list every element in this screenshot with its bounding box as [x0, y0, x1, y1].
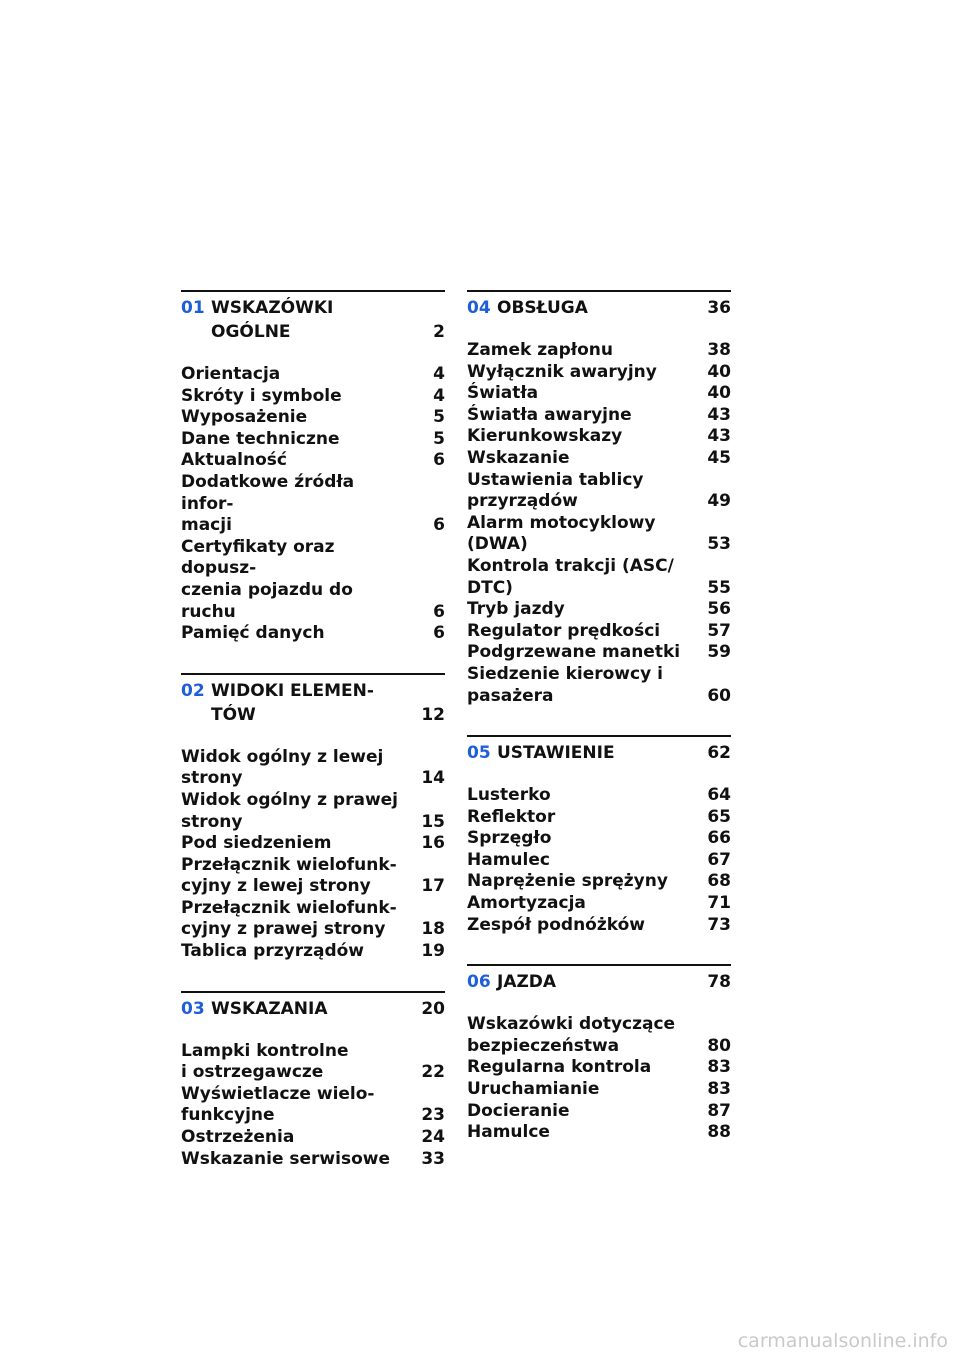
toc-entry-label [467, 828, 695, 850]
toc-entry[interactable] [181, 1149, 445, 1171]
toc-entry-line: i ostrzegawcze [181, 1062, 324, 1083]
toc-entry-line: Sprzęgło [467, 828, 552, 849]
toc-entry-line: Ostrzeżenia [181, 1127, 295, 1148]
toc-entry-line: Zespół podnóżków [467, 914, 645, 935]
toc-entry-line: Uruchamianie [467, 1079, 600, 1100]
toc-entry-page: 5 [433, 428, 445, 449]
toc-entry-label [467, 405, 695, 427]
toc-entry-page: 17 [421, 876, 445, 897]
toc-entry-line: Przełącznik wielofunk- [181, 897, 397, 918]
toc-entry[interactable] [181, 386, 445, 408]
toc-section [467, 735, 731, 936]
section-heading[interactable] [181, 296, 445, 344]
toc-entry-page: 68 [707, 871, 731, 892]
section-heading[interactable] [181, 679, 445, 727]
toc-entry-label [467, 470, 695, 513]
toc-entry-label [181, 1041, 409, 1084]
toc-entry-label [181, 833, 409, 855]
toc-entry-line: Dane techniczne [181, 428, 340, 449]
toc-entry-line: Kierunkowskazy [467, 426, 623, 447]
toc-entry-label [467, 1079, 695, 1101]
section-number: 03 [181, 998, 205, 1019]
toc-entry[interactable] [467, 1057, 731, 1079]
toc-entry-page: 23 [421, 1105, 445, 1126]
toc-entry[interactable] [467, 621, 731, 643]
toc-entry-label [181, 472, 409, 537]
toc-entry[interactable] [467, 448, 731, 470]
section-page-number: 20 [421, 998, 445, 1019]
toc-entry-line: Certyfikaty oraz dopusz- [181, 536, 335, 579]
section-page-number: 12 [421, 704, 445, 725]
toc-entry[interactable] [181, 472, 445, 537]
toc-entry[interactable] [467, 599, 731, 621]
toc-entry-label [181, 1127, 409, 1149]
toc-entry-page: 65 [707, 806, 731, 827]
toc-entry-label [181, 790, 409, 833]
toc-entry-page: 67 [707, 849, 731, 870]
toc-entry-line: Tryb jazdy [467, 599, 565, 620]
section-number: 05 [467, 743, 491, 764]
toc-entry-label [467, 1014, 695, 1057]
toc-entry-page: 6 [433, 623, 445, 644]
toc-entry[interactable] [467, 362, 731, 384]
toc-entry-page: 80 [707, 1035, 731, 1056]
toc-entry-page: 33 [421, 1148, 445, 1169]
toc-entry-label [467, 871, 695, 893]
section-title-line: TÓW [211, 704, 256, 725]
toc-entry-line: Tablica przyrządów [181, 941, 364, 962]
toc-entry-line: Hamulce [467, 1122, 550, 1143]
toc-entry-page: 45 [707, 447, 731, 468]
toc-entry-page: 6 [433, 515, 445, 536]
toc-entry[interactable] [467, 871, 731, 893]
toc-entry-page: 40 [707, 383, 731, 404]
toc-section [467, 964, 731, 1144]
toc-entry[interactable] [181, 364, 445, 386]
toc-entry-line: Dodatkowe źródła infor- [181, 471, 355, 514]
toc-entry[interactable] [467, 340, 731, 362]
section-heading[interactable] [467, 296, 731, 320]
toc-entry-line: Alarm motocyklowy [467, 512, 656, 533]
toc-entry-label [467, 850, 695, 872]
toc-entry-page: 16 [421, 833, 445, 854]
toc-entry-label [181, 450, 409, 472]
toc-entry-page: 19 [421, 941, 445, 962]
toc-entry[interactable] [181, 790, 445, 833]
section-title [211, 679, 417, 727]
toc-entry-line: Światła [467, 383, 539, 404]
toc-entry-page: 53 [707, 534, 731, 555]
toc-entry-line: Przełącznik wielofunk- [181, 854, 397, 875]
toc-entry-page: 66 [707, 828, 731, 849]
toc-entry-page: 57 [707, 620, 731, 641]
section-page-number: 36 [707, 298, 731, 318]
section-title [211, 296, 417, 344]
toc-entry[interactable] [181, 1127, 445, 1149]
section-number: 06 [467, 972, 491, 993]
toc-entry-line: cyjny z prawej strony [181, 919, 386, 940]
toc-entry-label [467, 340, 695, 362]
toc-entry-line: (DWA) [467, 534, 528, 555]
toc-entry[interactable] [467, 556, 731, 599]
toc-entry-label [181, 1084, 409, 1127]
toc-entry[interactable] [467, 915, 731, 937]
toc-section [181, 290, 445, 645]
toc-entry-page: 56 [707, 599, 731, 620]
section-title-line: USTAWIENIE [497, 743, 615, 764]
toc-entry[interactable] [467, 785, 731, 807]
toc-entry-line: Widok ogólny z lewej [181, 746, 384, 767]
toc-entry[interactable] [467, 513, 731, 556]
toc-entry-line: Regularna kontrola [467, 1057, 652, 1078]
toc-entry[interactable] [467, 426, 731, 448]
toc-entry-line: Lusterko [467, 785, 551, 806]
section-title-line: WSKAZANIA [211, 998, 328, 1019]
toc-entry-page: 4 [433, 364, 445, 384]
toc-entry-line: Pamięć danych [181, 623, 325, 644]
toc-entry-label [181, 407, 409, 429]
toc-entry-line: Widok ogólny z prawej [181, 789, 399, 810]
toc-entry-page: 88 [707, 1122, 731, 1143]
toc-entry-page: 24 [421, 1127, 445, 1148]
toc-entry-line: Docieranie [467, 1100, 570, 1121]
toc-entry[interactable] [467, 664, 731, 707]
section-heading[interactable] [467, 970, 731, 994]
toc-entry-label [467, 664, 695, 707]
toc-entry-line: DTC) [467, 577, 513, 598]
toc-entry[interactable] [181, 429, 445, 451]
section-number: 01 [181, 298, 205, 318]
section-title-line: WSKAZÓWKI [211, 298, 334, 318]
toc-entry-label [467, 426, 695, 448]
toc-entry-label [467, 448, 695, 470]
toc-entry[interactable] [181, 450, 445, 472]
toc-entry-line: Pod siedzeniem [181, 833, 332, 854]
toc-entry[interactable] [467, 850, 731, 872]
toc-entry[interactable] [467, 1122, 731, 1144]
toc-entry-line: Wyłącznik awaryjny [467, 361, 657, 382]
toc-entry-line: Wyposażenie [181, 407, 308, 428]
toc-entry[interactable] [181, 1041, 445, 1084]
toc-entry[interactable] [181, 407, 445, 429]
toc-entry-label [467, 785, 695, 807]
toc-entry[interactable] [181, 1084, 445, 1127]
section-title [497, 296, 703, 320]
toc-column-right [467, 290, 731, 1172]
toc-entry-line: Siedzenie kierowcy i [467, 663, 663, 684]
toc-entry-label [467, 642, 695, 664]
section-number: 02 [181, 680, 205, 701]
toc-entry-line: Orientacja [181, 364, 281, 384]
toc-entry-line: przyrządów [467, 491, 578, 512]
toc-entry-line: Ustawienia tablicy [467, 469, 644, 490]
toc-entry-page: 38 [707, 340, 731, 360]
watermark: carmanualsonline.info [737, 1330, 948, 1352]
toc-entry-line: Lampki kontrolne [181, 1040, 349, 1061]
toc-section [467, 290, 731, 707]
toc-entry-page: 83 [707, 1057, 731, 1078]
toc-entry-page: 87 [707, 1100, 731, 1121]
toc-entry[interactable] [467, 470, 731, 513]
toc-entry-line: Wskazówki dotyczące [467, 1014, 676, 1035]
section-heading[interactable] [181, 997, 445, 1021]
toc-entry[interactable] [181, 941, 445, 963]
toc-entry-page: 73 [707, 914, 731, 935]
section-title [211, 997, 417, 1021]
toc-entry-line: Skróty i symbole [181, 385, 342, 406]
toc-entry[interactable] [181, 747, 445, 790]
toc-entry-label [467, 807, 695, 829]
section-heading[interactable] [467, 741, 731, 765]
toc-entry-label [467, 621, 695, 643]
toc-entry-label [181, 855, 409, 898]
toc-entry[interactable] [467, 1079, 731, 1101]
toc-entry-line: Regulator prędkości [467, 620, 661, 641]
toc-entry-label [181, 747, 409, 790]
toc-entry-line: Reflektor [467, 806, 556, 827]
toc-entry[interactable] [467, 893, 731, 915]
toc-entry[interactable] [181, 537, 445, 623]
toc-entry-page: 15 [421, 811, 445, 832]
toc-entry-page: 64 [707, 785, 731, 806]
toc-column-left [181, 290, 445, 1198]
toc-entry-line: czenia pojazdu do ruchu [181, 579, 353, 622]
section-page-number: 62 [707, 743, 731, 764]
toc-entry[interactable] [181, 833, 445, 855]
toc-entry-line: Aktualność [181, 450, 287, 471]
toc-entry-page: 14 [421, 768, 445, 789]
toc-entry-page: 4 [433, 385, 445, 406]
toc-entry-label [467, 556, 695, 599]
toc-entry-line: Wyświetlacze wielo- [181, 1083, 375, 1104]
toc-entry[interactable] [181, 898, 445, 941]
toc-entry[interactable] [467, 383, 731, 405]
toc-entry-label [181, 429, 409, 451]
toc-entry-page: 43 [707, 426, 731, 447]
toc-entry-line: Światła awaryjne [467, 404, 632, 425]
toc-entry-page: 83 [707, 1079, 731, 1100]
toc-entry-page: 49 [707, 491, 731, 512]
toc-entry[interactable] [467, 405, 731, 427]
section-title-line: JAZDA [497, 972, 557, 993]
section-title-line: WIDOKI ELEMEN- [211, 680, 374, 701]
toc-entry[interactable] [467, 1101, 731, 1123]
section-page-number: 2 [433, 322, 445, 342]
toc-entry-line: bezpieczeństwa [467, 1035, 620, 1056]
toc-entry-label [467, 1057, 695, 1079]
toc-entry[interactable] [181, 623, 445, 645]
toc-section [181, 991, 445, 1171]
toc-entry-page: 40 [707, 361, 731, 382]
toc-entry-label [467, 1122, 695, 1144]
toc-entry-page: 59 [707, 642, 731, 663]
toc-entry[interactable] [467, 642, 731, 664]
toc-entry-page: 5 [433, 407, 445, 428]
toc-entry-line: Wskazanie [467, 447, 570, 468]
section-title [497, 741, 703, 765]
toc-entry-page: 6 [433, 450, 445, 471]
toc-entry[interactable] [181, 855, 445, 898]
toc-entry-label [181, 364, 409, 386]
toc-entry-line: Amortyzacja [467, 893, 586, 914]
toc-entry-page: 18 [421, 919, 445, 940]
toc-entry-line: pasażera [467, 685, 554, 706]
toc-entry[interactable] [467, 1014, 731, 1057]
toc-entry-line: Wskazanie serwisowe [181, 1148, 390, 1169]
toc-entry-page: 55 [707, 577, 731, 598]
toc-entry-line: Zamek zapłonu [467, 340, 613, 360]
toc-entry[interactable] [467, 828, 731, 850]
toc-entry-page: 60 [707, 685, 731, 706]
toc-entry-label [181, 623, 409, 645]
toc-entry-label [467, 599, 695, 621]
toc-entry-label [467, 1101, 695, 1123]
toc-entry-page: 6 [433, 601, 445, 622]
toc-entry-line: funkcyjne [181, 1105, 275, 1126]
toc-entry-label [467, 893, 695, 915]
toc-entry[interactable] [467, 807, 731, 829]
toc-entry-line: strony [181, 811, 243, 832]
section-page-number: 78 [707, 972, 731, 993]
toc-entry-line: macji [181, 515, 232, 536]
toc-entry-line: Naprężenie sprężyny [467, 871, 668, 892]
toc-entry-page: 43 [707, 404, 731, 425]
section-title-line: OBSŁUGA [497, 298, 588, 318]
section-number: 04 [467, 298, 491, 318]
toc-entry-label [181, 941, 409, 963]
toc-entry-label [467, 383, 695, 405]
toc-entry-line: Kontrola trakcji (ASC/ [467, 555, 674, 576]
toc-entry-label [181, 1149, 409, 1171]
toc-entry-line: Hamulec [467, 849, 550, 870]
toc-entry-label [467, 362, 695, 384]
toc-entry-label [467, 513, 695, 556]
toc-entry-label [181, 898, 409, 941]
toc-entry-line: strony [181, 768, 243, 789]
toc-entry-page: 22 [421, 1062, 445, 1083]
section-title [497, 970, 703, 994]
section-title-line: OGÓLNE [211, 322, 291, 342]
toc-entry-label [181, 386, 409, 408]
toc-entry-line: Podgrzewane manetki [467, 642, 681, 663]
toc-entry-label [467, 915, 695, 937]
toc-section [181, 673, 445, 963]
toc-entry-page: 71 [707, 893, 731, 914]
toc-entry-label [181, 537, 409, 623]
toc-entry-line: cyjny z lewej strony [181, 876, 371, 897]
